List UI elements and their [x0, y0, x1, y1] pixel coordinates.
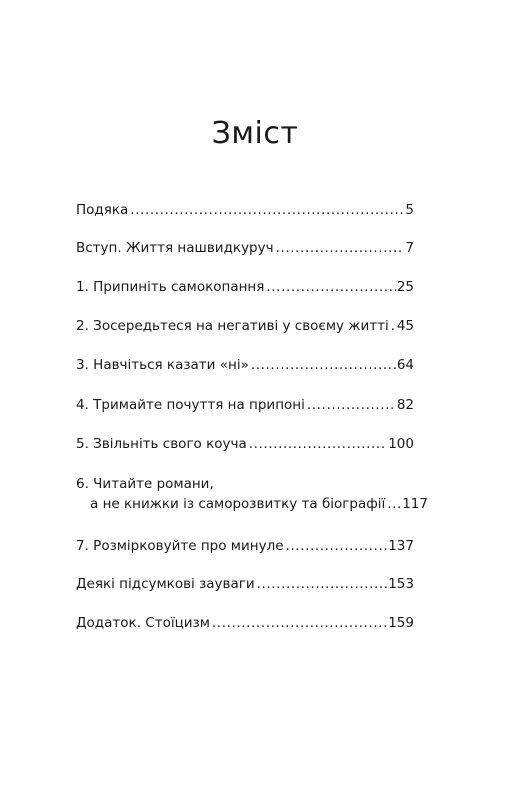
toc-page-number: 25 [396, 279, 414, 295]
toc-entry-chapter-5 [76, 434, 414, 454]
dot-leader [276, 238, 405, 258]
toc-entry-title: Додаток. Стоїцизм [76, 615, 210, 631]
toc-entry-title: 5. Звільніть свого коуча [76, 436, 247, 452]
toc-page-number: 82 [396, 397, 414, 413]
toc-entry-title: 4. Тримайте почуття на припоні [76, 397, 305, 413]
toc-page-number: 159 [388, 615, 414, 631]
dot-leader [286, 536, 388, 556]
toc-entry-title: 2. Зосередьтеся на негативі у своєму житті [76, 318, 389, 334]
toc-entry-title-line-1: 6. Читайте романи, [76, 476, 214, 492]
dot-leader [387, 494, 401, 514]
toc-entry-title: Деякі підсумкові зауваги [76, 576, 255, 592]
dot-leader [251, 355, 396, 375]
dot-leader [257, 574, 388, 594]
toc-entry-chapter-6 [76, 474, 428, 514]
page-title: Зміст [211, 116, 299, 151]
toc-entry-chapter-7 [76, 536, 414, 556]
dot-leader [307, 395, 396, 415]
toc-entry-title: 1. Припиніть самокопання [76, 279, 265, 295]
toc-page-number: 117 [402, 496, 428, 512]
toc-entry-chapter-1 [76, 277, 414, 297]
toc-entry-chapter-2 [76, 316, 414, 336]
toc-page-number: 7 [405, 240, 414, 256]
toc-entry-appendix [76, 613, 414, 633]
toc-page-number: 153 [388, 576, 414, 592]
toc-entry-introduction [76, 238, 414, 258]
toc-entry-chapter-3 [76, 355, 414, 375]
toc-page-number: 64 [396, 357, 414, 373]
toc-entry-final-remarks [76, 574, 414, 594]
dot-leader [212, 613, 387, 633]
dot-leader [266, 277, 395, 297]
toc-entry-title: 3. Навчіться казати «ні» [76, 357, 249, 373]
toc-page-number: 137 [388, 538, 414, 554]
toc-entry-chapter-4 [76, 395, 414, 415]
toc-entry-title: Подяка [76, 202, 129, 218]
dot-leader [130, 200, 404, 220]
toc-page-number: 45 [396, 318, 414, 334]
dot-leader [249, 434, 387, 454]
toc-entry-title: Вступ. Життя нашвидкуруч [76, 240, 274, 256]
toc-page-number: 5 [405, 202, 414, 218]
toc-entry-title-line-2: а не книжки із саморозвитку та біографії [90, 496, 386, 512]
toc-entry-title: 7. Розмірковуйте про минуле [76, 538, 284, 554]
toc-entry-acknowledgements [76, 200, 414, 220]
toc-page-number: 100 [388, 436, 414, 452]
